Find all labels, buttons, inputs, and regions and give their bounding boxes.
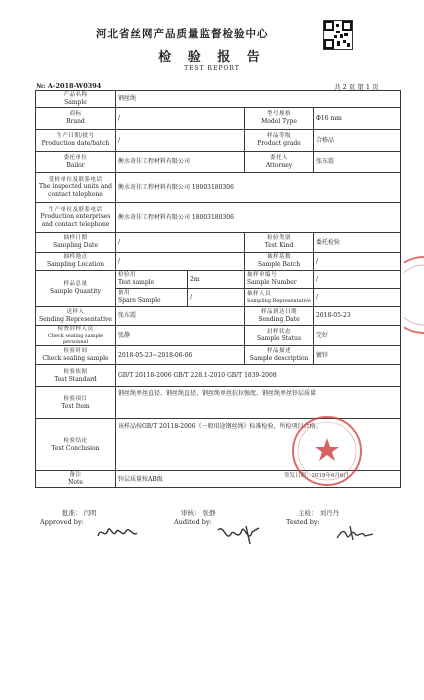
row-producer: 生产单位及联系电话 Production enterprises and contact telephone 衡水奇佳工程材料有限公司 18003180306: [36, 203, 401, 233]
row-inspected: 受检单位及联系电话 The inspected units and contact telephone 衡水奇佳工程材料有限公司 18003180306: [36, 173, 401, 203]
approved-signature: [95, 522, 140, 548]
note-value: 锌层质量按AB级: [116, 471, 401, 488]
row-conclusion: 检验结论 Test Conclusion 该样品按GB/T 20118-2006《一般用途钢丝绳》标准检验，所检项目合格。: [36, 419, 401, 471]
approved-line: 批准： 闫明: [62, 509, 97, 517]
official-seal-stamp: [290, 414, 364, 488]
row-sealing: 检查封样人员 Check sealing sample personnel 张静 封样状态 Sample Status 完好: [36, 326, 401, 346]
test-kind-value: 委托检验: [314, 233, 401, 253]
audited-signature: [216, 522, 261, 550]
page-info: 共 2 页 第 1 页: [334, 83, 379, 91]
test-item-value: 钢丝绳单丝直径、钢丝绳直径、钢丝绳单丝抗拉强度、钢丝绳单丝锌层质量: [116, 387, 401, 419]
sending-date-value: 2018-05-23: [314, 307, 401, 326]
approved-label-en: Approved by:: [40, 518, 84, 526]
inspected-value: 衡水奇佳工程材料有限公司 18003180306: [116, 173, 401, 203]
standard-value: GB/T 20118-2006 GB/T 228.1-2010 GB/T 1839-2008: [116, 365, 401, 387]
row-product: 产品名称 Sample 钢丝绳: [36, 91, 401, 108]
sampling-date-value: /: [116, 233, 245, 253]
model-value: Φ16 mm: [314, 108, 401, 130]
bailor-value: 衡水奇佳工程材料有限公司: [116, 152, 245, 173]
row-test-time: 检验时间 Check sealing sample 2018-05-23~2018-06-06 样品描述 Sample description 镀锌: [36, 346, 401, 365]
product-name-value: 钢丝绳: [116, 91, 401, 108]
prod-date-value: /: [116, 130, 245, 152]
seal-person-value: 张静: [116, 326, 245, 346]
sample-number-value: /: [314, 271, 401, 289]
tested-label-en: Tested by:: [286, 518, 320, 526]
test-time-value: 2018-05-23~2018-06-06: [116, 346, 245, 365]
sample-batch-value: /: [314, 253, 401, 271]
audited-name: 张静: [202, 509, 216, 517]
row-sampling-location: 抽样地点 Sampling Location / 抽样基数 Sample Batch /: [36, 253, 401, 271]
row-quantity-b: 备用 Spare Sample / 抽样人员 Sampling Representative /: [36, 289, 401, 307]
tested-signature: [335, 522, 375, 548]
tested-name: 刘丹丹: [319, 509, 340, 517]
brand-value: /: [116, 108, 245, 130]
grade-value: 合格品: [314, 130, 401, 152]
attorney-value: 张东霞: [314, 152, 401, 173]
issue-date: 签发日期：2018年6月6日: [284, 473, 349, 479]
tested-line: 主检： 刘丹丹: [298, 509, 340, 517]
report-title: 检 验 报 告: [158, 50, 266, 65]
seal-status-value: 完好: [314, 326, 401, 346]
row-standard: 检验依据 Test Standard GB/T 20118-2006 GB/T 228.1-2010 GB/T 1839-2008: [36, 365, 401, 387]
spare-sample-value: /: [188, 289, 245, 307]
producer-value: 衡水奇佳工程材料有限公司 18003180306: [116, 203, 401, 233]
row-production: 生产日期/批号 Production date/batch / 样品等级 Product grade 合格品: [36, 130, 401, 152]
edge-seal-stamp: [404, 255, 424, 335]
approved-name: 闫明: [83, 509, 97, 517]
row-note: 备注 Note 锌层质量按AB级: [36, 471, 401, 488]
sending-rep-value: 张东霞: [116, 307, 245, 326]
audited-label-en: Audited by:: [174, 518, 212, 526]
sample-desc-value: 镀锌: [314, 346, 401, 365]
row-bailor: 委托单位 Bailor 衡水奇佳工程材料有限公司 委托人 Attorney 张东霞: [36, 152, 401, 173]
row-test-item: 检验项目 Test Item 钢丝绳单丝直径、钢丝绳直径、钢丝绳单丝抗拉强度、钢丝绳单丝锌层质量: [36, 387, 401, 419]
row-quantity-a: 样品总量 Sample Quantity 检验用 Test sample 2m 抽样单编号 Sample Number /: [36, 271, 401, 289]
row-sampling-date: 抽样日期 Sampling Date / 检验类别 Test Kind 委托检验: [36, 233, 401, 253]
row-brand: 商标 Brand / 型号规格 Model Type Φ16 mm: [36, 108, 401, 130]
audited-line: 审核： 张静: [181, 509, 216, 517]
report-number: №: A-2018-W0394: [36, 82, 102, 90]
conclusion-value: 该样品按GB/T 20118-2006《一般用途钢丝绳》标准检验，所检项目合格。: [118, 423, 322, 431]
row-sending: 送样人 Sending Representative 张东霞 样品到达日期 Sending Date 2018-05-23: [36, 307, 401, 326]
sampling-rep-value: /: [314, 289, 401, 307]
report-title-en: TEST REPORT: [184, 65, 240, 72]
sampling-location-value: /: [116, 253, 245, 271]
org-title: 河北省丝网产品质量监督检验中心: [96, 28, 269, 40]
test-sample-value: 2m: [188, 271, 245, 289]
